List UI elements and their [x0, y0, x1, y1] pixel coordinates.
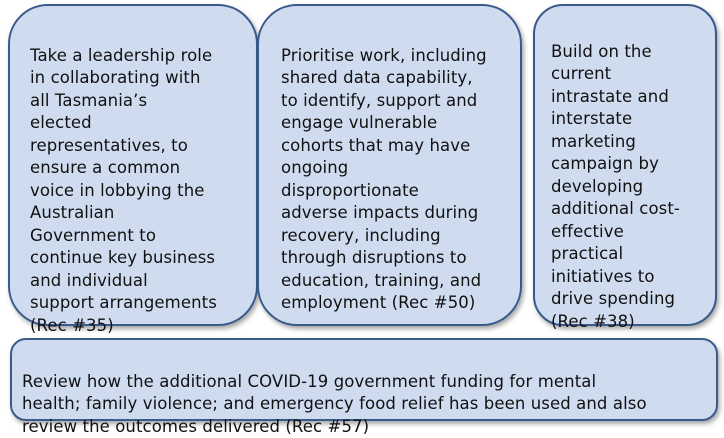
recommendation-text-50: Prioritise work, including shared data capability, to identify, support and engage vulnerable cohorts that may have ongoing disproportionate adverse impacts during recovery, including through disruptions to education, training, and employment (Rec #50): [281, 45, 487, 312]
recommendation-box-50: [257, 4, 522, 326]
recommendation-text-38: Build on the current intrastate and interstate marketing campaign by developing additional cost- effective practical initiatives to drive spending (Rec #38): [551, 41, 680, 331]
recommendation-box-38: [533, 4, 717, 331]
recommendation-text-57: Review how the additional COVID-19 government funding for mental health; family violence; and emergency food relief has been used and also review the outcomes delivered (Rec #57): [22, 371, 647, 436]
recommendation-text-35: Take a leadership role in collaborating with all Tasmania’s elected representatives, to ensure a common voice in lobbying the Australian Government to continue key business and individual support arrangements (Rec #35): [30, 45, 217, 335]
recommendation-box-57: [10, 338, 718, 436]
recommendation-box-35: [8, 4, 258, 335]
